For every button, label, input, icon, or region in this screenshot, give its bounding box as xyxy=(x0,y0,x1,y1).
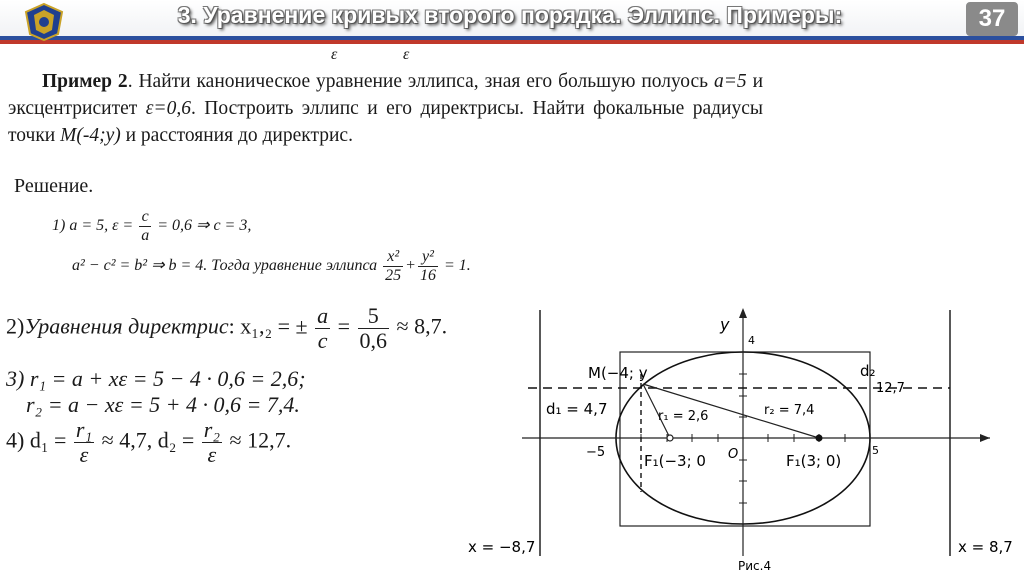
fraction-denominator: 16 xyxy=(419,266,436,284)
directrix-right-label: x = 8,7 xyxy=(958,538,1013,556)
fraction-numerator: r₂ xyxy=(203,417,220,442)
emblem-logo xyxy=(22,2,66,42)
point-m-label: M(−4; y xyxy=(588,364,648,382)
fraction-a-over-c xyxy=(315,304,330,353)
step-4 xyxy=(6,418,291,467)
y-axis-label: y xyxy=(720,315,730,334)
step-1b xyxy=(72,248,471,284)
step-3-line-2: r₂ = a − xε = 5 + 4 · 0,6 = 7,4. xyxy=(26,392,300,417)
fraction-denominator: 0,6 xyxy=(359,328,388,354)
step-4-mid: ≈ 4,7, d₂ = xyxy=(101,427,195,453)
step-1b-prefix: a² − c² = b² ⇒ b = 4. xyxy=(72,256,208,274)
solution-label: Решение. xyxy=(14,175,94,197)
fraction-x2-25 xyxy=(383,248,403,284)
step-4-rhs: ≈ 12,7. xyxy=(229,427,292,453)
fraction-denominator: 25 xyxy=(385,266,402,284)
d1-label: d₁ = 4,7 xyxy=(546,400,608,418)
slide-title: 3. Уравнение кривых второго порядка. Эллипс. Примеры: xyxy=(177,2,843,28)
r2-label: r₂ = 7,4 xyxy=(764,403,815,418)
directrix-left-label: x = −8,7 xyxy=(468,538,536,556)
focus-left-point xyxy=(667,435,673,441)
fraction-numerator: x² xyxy=(383,248,403,267)
step-2-text: Уравнения директрис xyxy=(24,313,229,339)
fraction-r2-over-eps xyxy=(202,418,222,467)
r1-label: r₁ = 2,6 xyxy=(658,409,709,424)
x-tick-5-label: 5 xyxy=(872,444,879,457)
equals-sign: = xyxy=(337,313,351,339)
problem-text: . Найти каноническое уравнение эллипса, зная его xyxy=(127,71,553,92)
problem-text: . Построить эллипс и его директрисы. Найти фокальные радиусы точки xyxy=(8,98,763,146)
step-1 xyxy=(52,208,251,244)
problem-point: M(-4;y) xyxy=(60,125,121,146)
step-3-line-1: 3) r₁ = a + xε = 5 − 4 · 0,6 = 2,6; xyxy=(6,366,306,391)
x-axis-arrow xyxy=(980,434,990,442)
y-axis-arrow xyxy=(739,308,747,318)
header-red-line xyxy=(0,40,1024,44)
step-2-rhs: ≈ 8,7. xyxy=(396,313,448,339)
origin-label: O xyxy=(728,447,739,462)
plus-sign: + xyxy=(405,256,416,274)
step-1b-text: Тогда уравнение эллипса xyxy=(211,256,378,274)
step-1b-eq: = 1. xyxy=(443,256,471,274)
fraction-denominator: ε xyxy=(79,442,89,468)
fraction-numerator: r₁ xyxy=(75,417,93,442)
fraction-c-over-a xyxy=(139,208,151,244)
step-1-prefix: 1) a = 5, ε = xyxy=(52,216,134,234)
slide-number: 37 xyxy=(966,2,1018,36)
step-4-label: 4) d₁ = xyxy=(6,427,67,453)
fraction-5-over-06 xyxy=(358,304,390,353)
fraction-r1-over-eps xyxy=(74,418,94,467)
step-1-suffix: = 0,6 ⇒ c = 3, xyxy=(157,216,252,234)
step-2 xyxy=(6,304,447,353)
problem-eps-value: ε=0,6 xyxy=(145,98,191,119)
ellipse-figure xyxy=(462,300,1024,574)
y-tick-4-label: 4 xyxy=(748,334,755,347)
stray-epsilon: ε xyxy=(403,46,410,63)
problem-statement xyxy=(8,68,763,149)
focus-right-label: F₁(3; 0) xyxy=(786,452,842,470)
fraction-numerator: y² xyxy=(418,248,438,267)
fraction-numerator: c xyxy=(139,208,151,227)
fraction-y2-16 xyxy=(418,248,438,284)
focus-left-label: F₁(−3; 0 xyxy=(644,452,706,470)
problem-label: Пример 2 xyxy=(42,71,128,92)
problem-text: и эксцентриситет xyxy=(8,71,763,119)
slide-header xyxy=(0,0,1024,44)
d2-value: 12,7 xyxy=(876,381,905,396)
fraction-denominator: ε xyxy=(207,442,217,468)
fraction-denominator: c xyxy=(317,328,328,354)
problem-text: большую полуось xyxy=(558,71,709,92)
fraction-denominator: a xyxy=(141,226,150,244)
problem-a-value: a=5 xyxy=(713,71,747,92)
stray-epsilon: ε xyxy=(331,46,338,63)
x-tick-neg5-label: −5 xyxy=(586,445,606,460)
problem-text: и расстояния до директрис. xyxy=(125,125,353,146)
step-2-lhs: : x₁,₂ = ± xyxy=(228,313,308,339)
fraction-numerator: a xyxy=(317,303,329,328)
d2-label: d₂ xyxy=(860,362,876,380)
focus-right-point xyxy=(816,435,823,442)
fraction-numerator: 5 xyxy=(358,304,390,329)
figure-caption: Рис.4 xyxy=(738,559,772,573)
step-2-label: 2) xyxy=(6,313,25,339)
